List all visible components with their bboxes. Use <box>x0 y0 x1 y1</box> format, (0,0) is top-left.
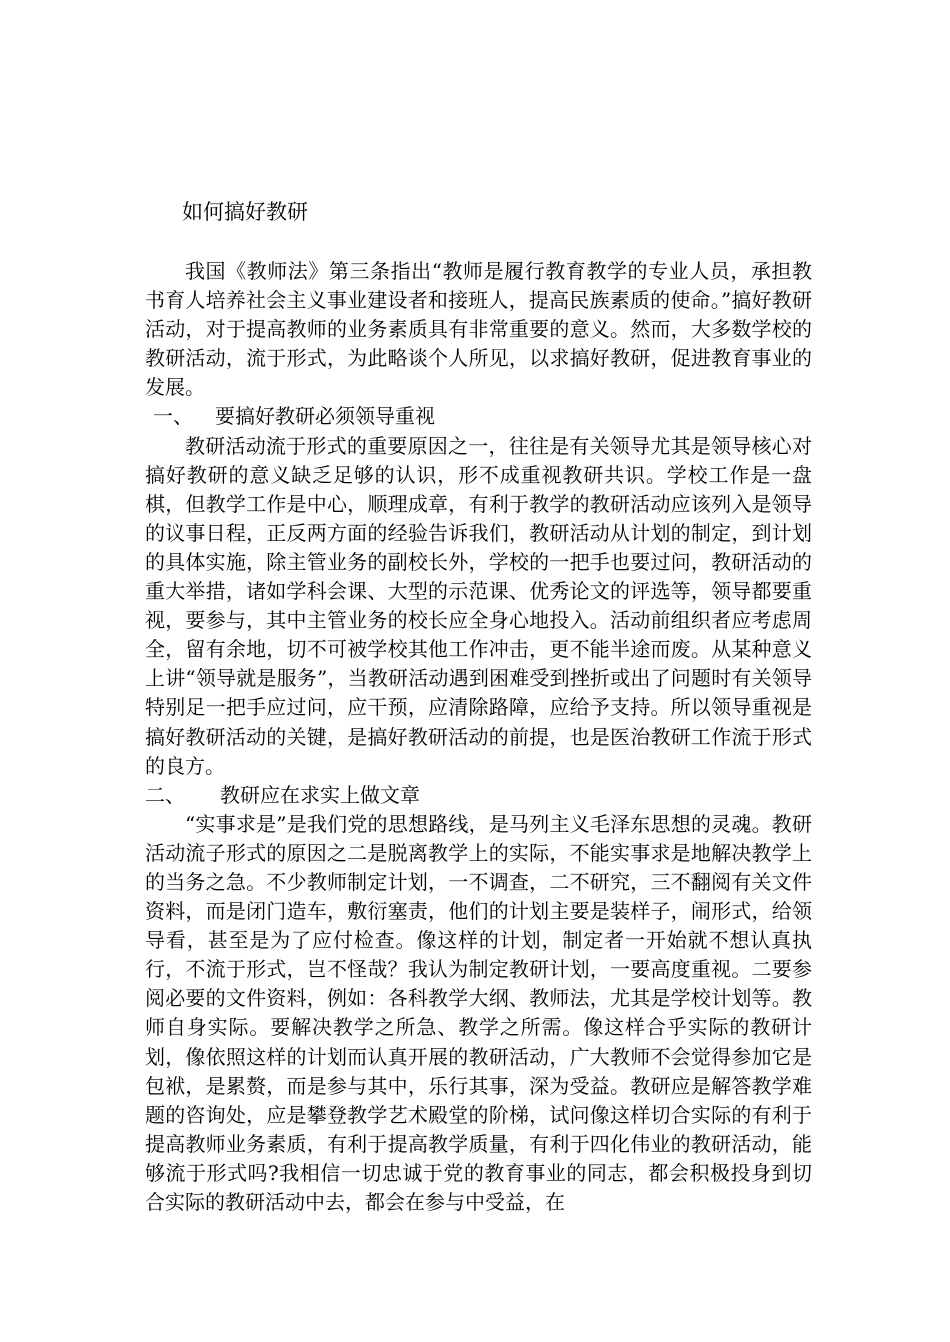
section-1-heading-text: 要搞好教研必须领导重视 <box>215 404 435 429</box>
section-1-paragraph: 教研活动流于形式的重要原因之一，往往是有关领导尤其是领导核心对搞好教研的意义缺乏足够的认识，形不成重视教研共识。学校工作是一盘棋，但教学工作是中心，顺理成章，有利于教学的教研活动应该列入是领导的议事日程，正反两方面的经验告诉我们，教研活动从计划的制定，到计划的具体实施，除主管业务的副校长外，学校的一把手也要过问，教研活动的重大举措，诸如学科会课、大型的示范课、优秀论文的评选等，领导都要重视，要参与，其中主管业务的校长应全身心地投入。活动前组织者应考虑周全，留有余地，切不可被学校其他工作冲击，更不能半途而废。从某种意义上讲“领导就是服务”，当教研活动遇到困难受到挫折或出了问题时有关领导特别足一把手应过问，应干预，应清除路障，应给予支持。所以领导重视是搞好教研活动的关键，是搞好教研活动的前提，也是医治教研工作流于形式的良方。 <box>145 433 812 778</box>
document-title: 如何搞好教研 <box>182 200 308 224</box>
intro-paragraph: 我国《教师法》第三条指出“教师是履行教育教学的专业人员，承担教书育人培养社会主义事业建设者和接班人，提高民族素质的使命。”搞好教研活动，对于提高教师的业务素质具有非常重要的意义。然而，大多数学校的教研活动，流于形式，为此略谈个人所见，以求搞好教研，促进教育事业的发展。 <box>145 259 812 400</box>
section-2-heading <box>145 781 812 810</box>
section-2-paragraph: “实事求是”是我们党的思想路线，是马列主义毛泽东思想的灵魂。教研活动流子形式的原因之二是脱离教学上的实际，不能实事求是地解决教学上的当务之急。不少教师制定计划，一不调查，二不研究，三不翻阅有关文件资料，而是闭门造车，敷衍塞责，他们的计划主要是装样子，闹形式，给领导看，甚至是为了应付检查。像这样的计划，制定者一开始就不想认真执行，不流于形式，岂不怪哉？我认为制定教研计划，一要高度重视。二要参阅必要的文件资料，例如：各科教学大纲、教师法，尤其是学校计划等。教师自身实际。要解决教学之所急、教学之所需。像这样合乎实际的教研计划，像依照这样的计划而认真开展的教研活动，广大教师不会觉得参加它是包袱，是累赘，而是参与其中，乐行其事，深为受益。教研应是解答教学难题的咨询处，应是攀登教学艺术殿堂的阶梯，试问像这样切合实际的有利于提高教师业务素质，有利于提高教学质量，有利于四化伟业的教研活动，能够流于形式吗?我相信一切忠诚于党的教育事业的同志，都会积极投身到切合实际的教研活动中去，都会在参与中受益，在 <box>145 811 812 1214</box>
document-body <box>145 257 812 1217</box>
section-2-number: 二、 <box>145 782 185 807</box>
section-1-number: 一、 <box>153 404 193 429</box>
section-1-heading <box>145 402 812 431</box>
section-2-heading-text: 教研应在求实上做文章 <box>220 782 420 807</box>
